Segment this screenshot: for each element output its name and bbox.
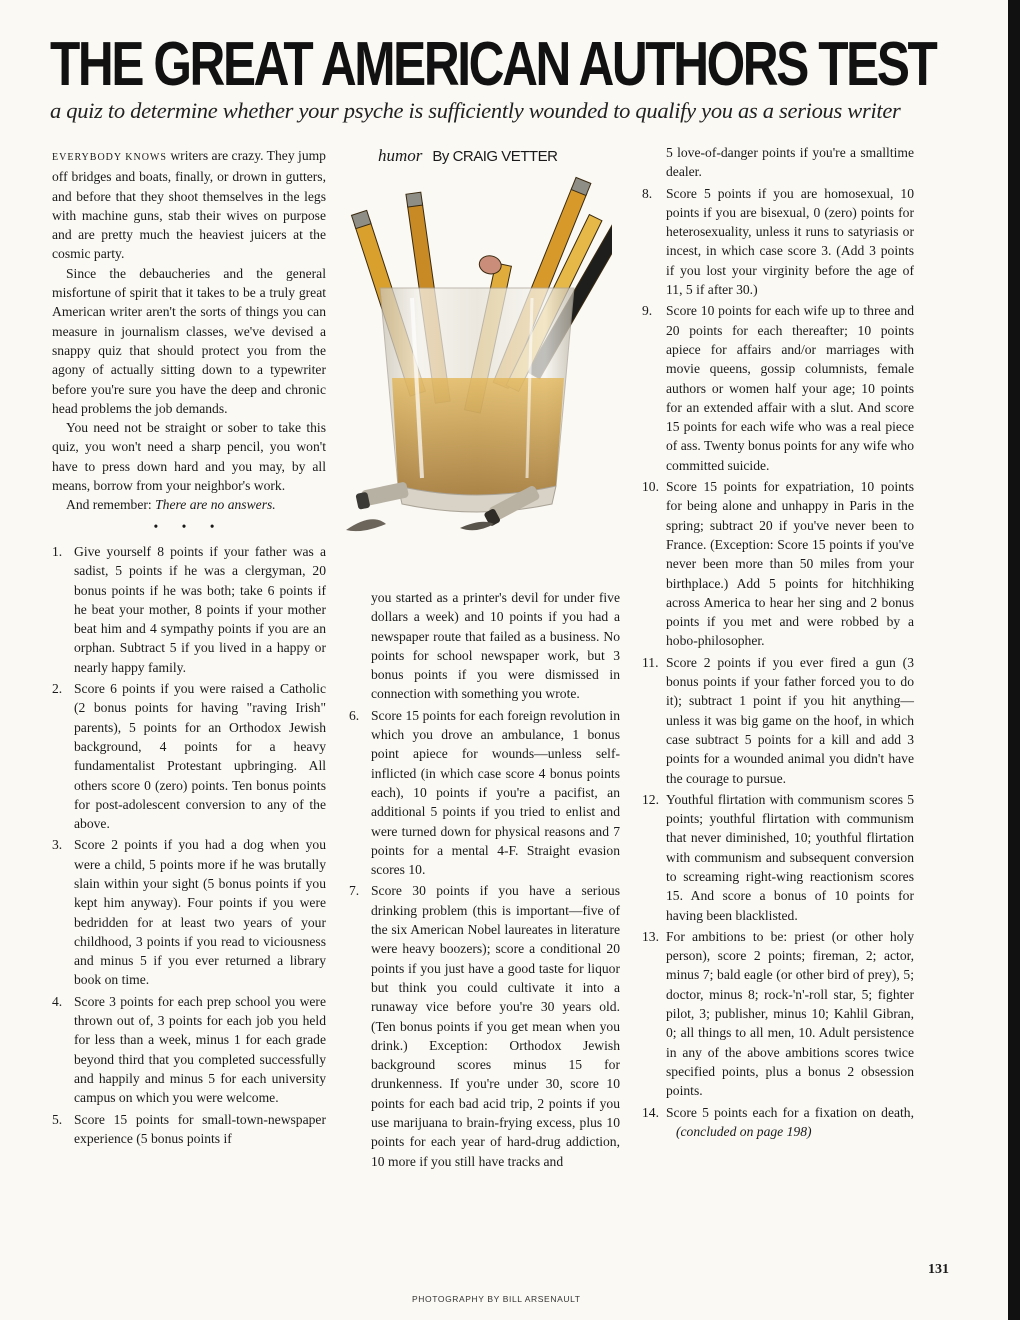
- lead-smallcaps: EVERYBODY KNOWS: [52, 152, 167, 163]
- list-item-number: 1.: [52, 543, 63, 559]
- author-name: By CRAIG VETTER: [432, 148, 558, 165]
- list-item: [52, 835, 326, 989]
- list-item: [52, 992, 326, 1108]
- list-item-number: 9.: [642, 303, 653, 319]
- list-item: [642, 790, 914, 925]
- list-item: [52, 542, 326, 677]
- list-item-text: For ambitions to be: priest (or other holy person), score 2 points; fireman, 2; actor, minus 7; bald eagle (or other bird of prey), 5; doctor, minus 8; rock-'n'-roll star, 5; fighter pilot, 3; publisher, minus 10; Kahlil Gibran, 0; all things to all men, 10. Adult persistence in any of the above ambitions scores twice specified points, plus a bonus 2 obsession points.: [666, 928, 914, 1099]
- page-edge: [1008, 0, 1020, 1320]
- list-item-text: Give yourself 8 points if your father was a sadist, 5 points if he was a clergyman, 20 bonus points if he was both; take 6 points if he beat your mother, 8 points if your mother beat him and 4 sympathy points if you are an orphan. Subtract 5 if you lived in a happy or nearly happy family.: [74, 543, 326, 675]
- list-item: [642, 1103, 914, 1142]
- list-item: [642, 653, 914, 788]
- list-item-number: 8.: [642, 185, 653, 201]
- column-2: [349, 588, 620, 1173]
- list-item-5-continued: you started as a printer's devil for under five dollars a week) and 10 points if you had a newspaper route that failed as a business. No points for school newspaper work, but 3 bonus points if you were dismissed in connection with something you wrote.: [371, 590, 620, 702]
- list-item: [642, 927, 914, 1101]
- list-item-number: 7.: [349, 883, 360, 899]
- list-item-text: Score 30 points if you have a serious drinking problem (this is important—five of the six American Nobel laureates in literature were heavy boozers); score a conditional 20 points if you just have a good taste for liquor but think you could cultivate it into a runaway vice before you're 30 years old. (Ten bonus points if you get mean when you drink.) Exception: Orthodox Jewish background scores minus 15 for drunkenness. If you're under 30, score 10 points for each bad acid trip, 2 points if you use marijuana to brain-frying excess, plus 10 points for each year of hard-drug addiction, 10 more if you still have tracks and: [371, 883, 620, 1169]
- page-number: 131: [928, 1262, 949, 1277]
- intro-paragraph-3: You need not be straight or sober to take this quiz, you won't need a sharp pencil, you won't have to press down hard and you may, by all means, borrow from your neighbor's work.: [52, 420, 326, 494]
- list-item-number: 4.: [52, 993, 63, 1009]
- list-item-number: 12.: [642, 791, 659, 807]
- intro-paragraph-2: Since the debaucheries and the general misfortune of spirit that it takes to be a truly great American writer aren't the sorts of things you can measure in journalism classes, we've devised a snappy quiz that should protect you from the agony of actually sitting down to a typewriter before you're sure you have the deep and chronic head problems the job demands.: [52, 265, 326, 416]
- list-item: [52, 1110, 326, 1149]
- list-item-text: Score 3 points for each prep school you were thrown out of, 3 points for each job you held for less than a week, minus 1 for each grade beyond third that you completed successfully and happily and minus 5 for each university campus on which you were welcome.: [74, 993, 326, 1106]
- column-3: [642, 143, 914, 1143]
- page-title: THE GREAT AMERICAN AUTHORS TEST: [50, 30, 936, 99]
- list-item-number: 5.: [52, 1111, 63, 1127]
- list-item: [52, 679, 326, 833]
- section-break-stars: • • •: [153, 518, 225, 534]
- pencils-in-whiskey-glass-photo: [342, 168, 612, 573]
- section-label: humor: [378, 146, 423, 165]
- list-item: [642, 477, 914, 651]
- list-item-number: 13.: [642, 928, 659, 944]
- list-item-text: Score 15 points for each foreign revolution in which you drove an ambulance, 1 bonus point apiece for wounds—unless self-inflicted (in which case score 4 bonus points each), 10 points if you're a pacifist, an additional 5 points if you tried to enlist and were turned down for physical reasons and 7 points for a mental 4-F. Straight evasion scores 10.: [371, 707, 620, 878]
- list-item: [349, 881, 620, 1170]
- list-item-number: 14.: [642, 1104, 659, 1120]
- list-item-text: Score 2 points if you had a dog when you were a child, 5 points more if he was brutally slain within your sight (5 bonus points if you kept him anyway). Four points if you were bedridden for at least two years of your childhood, 3 points if you read to viciousness and minus 5 if you ever returned a library book on time.: [74, 837, 326, 988]
- intro-paragraph-1: EVERYBODY KNOWS writers are crazy. They jump off bridges and boats, finally, or drown in gutters, and before that they shoot themselves in the legs with machine guns, stab their wives on purpose and are pretty much the heaviest juicers at the cosmic party.: [52, 148, 326, 262]
- list-item-text: Score 6 points if you were raised a Catholic (2 bonus points for having "raving Irish" parents), 5 points for an Orthodox Jewish background, 4 points for a heavy fundamentalist Protestant upbringing. All others score 0 (zero) points. Ten bonus points for post-adolescent conversion to any of the above.: [74, 681, 326, 832]
- list-item-text: Score 15 points for small-town-newspaper experience (5 bonus points if: [74, 1111, 326, 1146]
- list-item-text: Score 5 points if you are homosexual, 10 points if you are bisexual, 0 (zero) points for heterosexuality, unless it runs to satyriasis or incest, in which case score 3. (Add 3 points if you lost your virginity before the age of 11, 5 if after 30.): [666, 185, 914, 298]
- list-item-text: Score 2 points if you ever fired a gun (3 bonus points if your father forced you to do it); subtract 1 point if you hit anything—unless it was big game on the hoof, in which case subtract 5 points for a kill and add 3 points for a wounded animal you didn't have the courage to pursue.: [666, 654, 914, 786]
- continued-note: (concluded on page 198): [676, 1123, 812, 1139]
- intro-paragraph-4: And remember: There are no answers.: [66, 497, 276, 513]
- list-item: [349, 706, 620, 880]
- subtitle: a quiz to determine whether your psyche is sufficiently wounded to qualify you as a serious writer: [50, 98, 901, 123]
- list-item: [642, 301, 914, 475]
- list-item-number: 3.: [52, 837, 63, 853]
- list-item-text: Score 15 points for expatriation, 10 points for being alone and unhappy in Paris in the spring; subtract 20 if you've never been to France. (Exception: Score 15 points if you've never been more than 50 miles from your birthplace.) Add 5 points for hitchhiking across America to hear her sing and 2 bonus points if you met and were robbed by a hobo-philosopher.: [666, 479, 914, 649]
- byline: [378, 146, 557, 166]
- list-item-number: 11.: [642, 654, 659, 670]
- list-item-number: 6.: [349, 707, 360, 723]
- list-item-text: Score 10 points for each wife up to three and 20 points for each thereafter; 10 points apiece for affairs and/or marriages with movie queens, gossip columnists, female authors or women half your age; 10 points for an extended affair with a slut. And score 15 points for each wife who was a real piece of ass. Twenty bonus points for any wife who committed suicide.: [666, 303, 914, 473]
- photo-credit: PHOTOGRAPHY BY BILL ARSENAULT: [412, 1294, 581, 1304]
- list-item-number: 2.: [52, 681, 63, 697]
- list-item-text: Youthful flirtation with communism scores 5 points; youthful flirtation with communism that never diminished, 10; youthful flirtation with communism and subsequent conversion to screaming right-wing reactionism scores 15. And score a bonus of 10 points for having been blacklisted.: [666, 791, 914, 923]
- list-item-number: 10.: [642, 479, 659, 495]
- list-item-text: Score 5 points each for a fixation on death,: [666, 1104, 914, 1120]
- list-item-7-continued: 5 love-of-danger points if you're a smalltime dealer.: [666, 145, 914, 180]
- column-1: [52, 146, 326, 1150]
- list-item: [642, 184, 914, 300]
